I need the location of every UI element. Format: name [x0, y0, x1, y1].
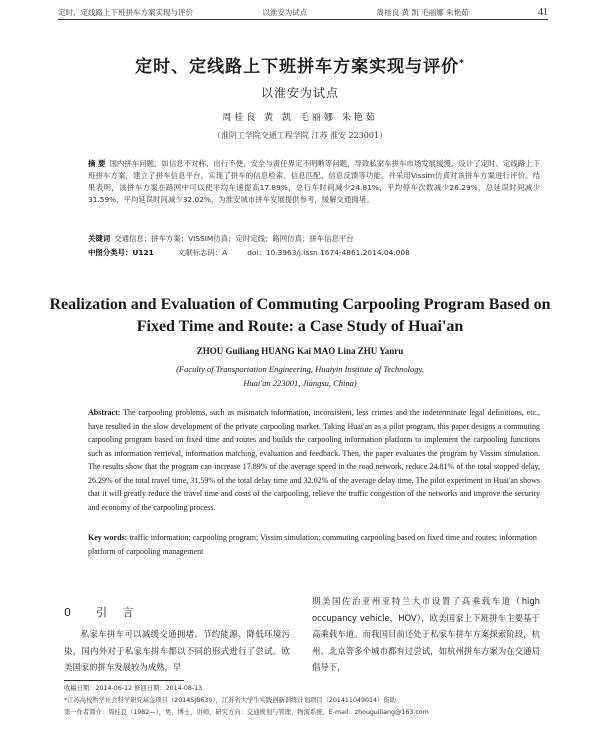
- english-authors: ZHOU Guiliang HUANG Kai MAO Lina ZHU Yanru: [196, 346, 404, 356]
- chinese-affiliation: （淮阴工学院交通工程学院 江苏 淮安 223001）: [212, 131, 388, 140]
- chinese-abstract: [88, 158, 540, 206]
- english-keywords-label: Key words:: [88, 533, 128, 542]
- chinese-abstract-text: 国内拼车问题，如信息不对称、出行不便、安全与责任界定不明晰等问题，导致私家车拼车市场发展缓慢。设计了定时、定线路上下班拼车方案，建立了拼车信息平台，实现了拼车的信息检索、信息匹配、信息反馈等功能，并采用Vissim仿真对该拼车方案进行评价。结果表明，该拼车方案在路网中可以使平均车速提高17.89%，总行车时间减少24.81%，平均停车次数减少26.29%，总延误时间减少31.59%，平均延误时间减少32.02%，为淮安城市拼车发展提供参考，缓解交通拥堵。: [88, 159, 540, 204]
- clc-number: 中图分类号：U121: [88, 248, 154, 257]
- chinese-title-text: 定时、定线路上下班拼车方案实现与评价: [135, 57, 460, 77]
- intro-paragraph-right: 期美国佐治亚州亚特兰大市设置了高乘载车道（high occupancy vehicle，HOV），欧美国家上下班拼车主要基于高乘载车道。而我国目前还处于私家车拼车方案探索阶段，杭州、北京等多个城市都有过尝试，如杭州拼车方案为在交通局倡导下，: [312, 596, 540, 673]
- english-abstract-label: Abstract:: [88, 408, 121, 417]
- section-number: 0: [64, 606, 77, 619]
- section-heading: [64, 606, 290, 620]
- english-affiliation-line-2: Huai'an 223001, Jiangsu, China): [243, 378, 357, 388]
- section-title: 引 言: [96, 606, 140, 619]
- document-code: 文献标志码：A: [177, 248, 228, 257]
- english-affiliation-line-1: (Faculty of Transportation Engineering, Huaiyin Institute of Technology,: [176, 364, 424, 374]
- chinese-keywords: [88, 233, 540, 244]
- chinese-subtitle: 以淮安为试点: [260, 86, 339, 100]
- english-abstract: [88, 406, 540, 514]
- doi: doi：10.3963/j.issn 1674-4861.2014.04.008: [247, 248, 410, 257]
- chinese-abstract-label: 摘 要: [88, 159, 106, 168]
- footnote-dates: 收稿日期：2014-06-12 修回日期：2014-08-13: [64, 685, 203, 692]
- chinese-keywords-text: 交通信息；拼车方案；VISSIM仿真；定时定线；路网仿真；拼车信息平台: [114, 234, 354, 243]
- running-header-authors: 周桂良 黄 凯 毛丽娜 朱艳茹: [376, 7, 469, 17]
- running-header: [58, 5, 548, 20]
- english-affiliation: [60, 362, 540, 390]
- chinese-title: [40, 52, 560, 77]
- body-right-column: [312, 593, 540, 676]
- english-keywords: [88, 531, 540, 558]
- footnote-author: 第一作者简介：周桂良（1982—），男，博士，讲师，研究方向：交通规划与管理、物流系统。E-mail：zhouguiliang@163.com: [64, 709, 429, 716]
- intro-paragraph-left: 私家车拼车可以减缓交通拥堵、节约能源、降低环境污染，国内外对于私家车拼车都以不同的形式进行了尝试。欧美国家的拼车发展较为成熟，早: [64, 629, 290, 673]
- footnotes: [64, 683, 548, 719]
- title-footnote-mark: *: [459, 58, 465, 69]
- footnote-rule: [64, 680, 184, 681]
- page-number: 41: [537, 6, 548, 18]
- chinese-keywords-label: 关键词: [88, 234, 111, 243]
- english-keywords-text: traffic information; carpooling program; Vissim simulation; commuting carpooling based on fixed time and routes; information platform of carpooling management: [88, 533, 537, 556]
- running-header-title: 定时、定线路上下班拼车方案实现与评价: [58, 7, 193, 17]
- english-abstract-text: The carpooling problems, such as mismatch information, inconsistent, less crimes and the indeterminate legal definitions, etc., have resulted in the slow development of the private carpooling market. Taking Huai'an as a pilot program, this paper designs a commuting carpooling program based on fixed time and routes and builds the carpooling information platform to implement the carpooling functions such as information retrieval, information matching, evaluation and feedback. Then, the paper evaluates the program by Vissim simulation. The results show that the program can increase 17.89% of the average speed in the road network, reduce 24.81% of the total stopped delay, 26.29% of the total travel time, 31.59% of the total delay time and 32.02% of the average delay time. The pilot experiment in Huai'an shows that it will greatly reduce the travel time and costs of the carpooling, relieve the traffic congestion of the networks and improve the security and economy of the carpooling process.: [88, 408, 541, 512]
- running-header-subtitle: 以淮安为试点: [262, 7, 308, 17]
- footnote-funding: *江苏高校哲学社会科学研究基金项目（2014SJB630），江苏省大学生实践创新训练计划项目（201411049014）资助: [64, 697, 396, 704]
- body-left-column: [64, 606, 290, 676]
- classification-line: [88, 247, 540, 258]
- english-title: Realization and Evaluation of Commuting Carpooling Program Based on Fixed Time and Route: a Case Study of Huai'an: [49, 296, 551, 335]
- chinese-authors: 周桂良 黄 凯 毛丽娜 朱艳茹: [222, 113, 378, 123]
